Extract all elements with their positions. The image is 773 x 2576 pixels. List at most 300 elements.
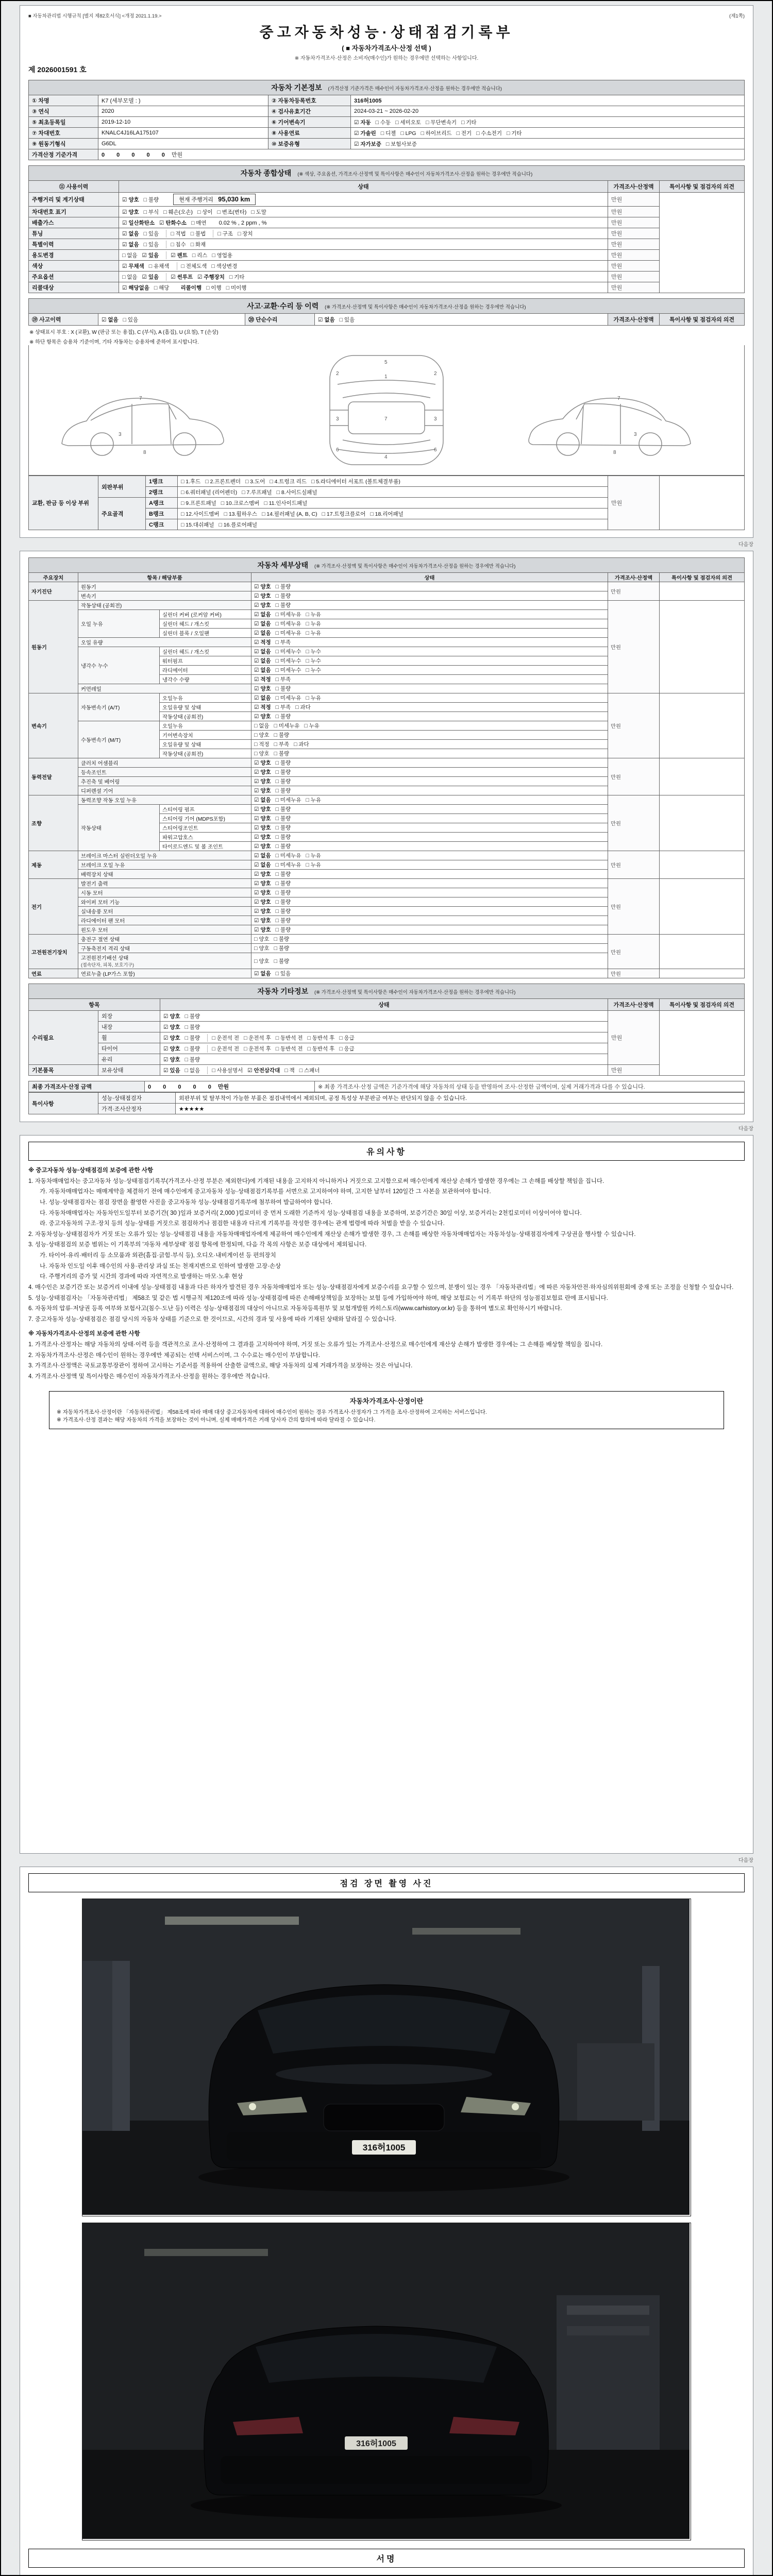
checkbox-option[interactable]: □ 이행 — [206, 284, 222, 291]
checkbox-option[interactable]: □ 15.대쉬패널 — [181, 521, 214, 528]
checkbox-option[interactable]: □ 동반석 전 — [275, 1045, 303, 1052]
status-cell — [251, 777, 608, 786]
checkbox-option[interactable]: □ 영업용 — [212, 252, 233, 259]
device-label: 동력전달 — [29, 758, 78, 795]
checkbox-option[interactable]: □ 화재 — [190, 241, 206, 248]
checkbox-option[interactable]: □ 무단변속기 — [426, 119, 457, 126]
checkbox-option[interactable]: □ 동반석 후 — [307, 1045, 335, 1052]
checkbox-option[interactable]: ☑ 양호 — [254, 927, 271, 933]
document-number: 제 2026001591 호 — [28, 65, 87, 74]
notice-line: ※ 중고자동차 성능·상태점검의 보증에 관한 사항 — [28, 1167, 154, 1174]
panel-number-roof: 7 — [617, 396, 620, 401]
checkbox-option[interactable]: ☑ 없음 — [254, 630, 271, 636]
panel-number-door: 3 — [336, 416, 339, 422]
checkbox-option[interactable]: □ 없음 — [184, 1067, 200, 1074]
checkbox-option[interactable]: □ 미세누수 — [275, 649, 301, 655]
checkbox-option[interactable]: □ 동반석 후 — [307, 1035, 335, 1041]
next-page-caption: 다음장 — [738, 1858, 753, 1863]
rank-row — [29, 476, 745, 487]
item-label: 충전구 절연 상태 — [78, 935, 251, 944]
checkbox-option[interactable]: ☑ 양호 — [163, 1013, 180, 1020]
checkbox-option[interactable]: □ 운전석 후 — [244, 1045, 271, 1052]
checkbox-option[interactable]: ☑ 없음 — [254, 621, 271, 627]
item-label: 연료누출 (LP가스 포함) — [78, 969, 251, 978]
checkbox-option[interactable]: □ 불법 — [190, 230, 206, 237]
special-notes-table — [28, 1092, 745, 1114]
checkbox-option[interactable]: □ 부족 — [275, 676, 291, 683]
checkbox-option[interactable]: □ 불량 — [275, 908, 291, 914]
checkbox-option[interactable]: □ 동반석 전 — [275, 1035, 303, 1041]
checkbox-option[interactable]: □ 누유 — [306, 621, 322, 627]
status-cell — [251, 758, 608, 768]
checkbox-option[interactable]: ☑ 없음 — [254, 658, 271, 664]
checkbox-option[interactable]: ☑ 없음 — [254, 667, 271, 673]
checkbox-option[interactable]: □ 과다 — [295, 704, 311, 710]
checkbox-option[interactable]: □ 디젤 — [380, 130, 396, 137]
status-cell — [251, 721, 608, 731]
checkbox-option[interactable]: ☑ 없음 — [318, 316, 335, 323]
checkbox-option[interactable]: ☑ 양호 — [163, 1024, 180, 1030]
checkbox-option[interactable]: □ 상이 — [197, 209, 213, 215]
checkbox-option[interactable]: ☑ 양호 — [254, 769, 271, 775]
checkbox-option[interactable]: □ 변조(변타) — [217, 209, 247, 215]
checkbox-option[interactable]: □ 불량 — [184, 1045, 200, 1052]
checkbox-option[interactable]: ☑ 양호 — [254, 816, 271, 822]
checkbox-option[interactable]: □ 불량 — [275, 584, 291, 590]
checkbox-option[interactable]: ☑ 양호 — [254, 908, 271, 914]
checkbox-option[interactable]: ☑ 없음 — [254, 862, 271, 868]
checkbox-option[interactable]: □ 사용설명서 — [212, 1067, 243, 1074]
base-price-unit: 만원 — [171, 152, 183, 158]
checkbox-option[interactable]: □ 전기 — [456, 130, 472, 137]
col-opinion: 특이사항 및 점검자의 의견 — [660, 314, 745, 326]
shelf-item — [567, 2306, 649, 2315]
checkbox-option[interactable]: □ 13.휠하우스 — [224, 511, 258, 517]
checkbox-option[interactable]: □ 4.트렁크 리드 — [270, 478, 307, 485]
checkbox-option[interactable]: ☑ 일산화탄소 — [122, 219, 155, 226]
price-cell: 만원 — [608, 758, 660, 795]
row-special-history — [29, 239, 745, 250]
checkbox-option[interactable]: □ 침수 — [171, 241, 186, 248]
checkbox-option[interactable]: ☑ 양호 — [122, 197, 139, 203]
checkbox-option[interactable]: □ 불량 — [275, 927, 291, 933]
checkbox-option[interactable]: ☑ 양호 — [254, 686, 271, 692]
section-detail-state — [28, 557, 745, 572]
next-page-caption: 다음장 — [738, 1126, 753, 1132]
checkbox-option[interactable]: □ 부족 — [275, 639, 291, 646]
checkbox-option[interactable]: □ 불량 — [274, 936, 290, 942]
checkbox-option[interactable]: □ 과다 — [294, 741, 309, 748]
checkbox-option[interactable]: □ 2.프론트펜더 — [205, 478, 241, 485]
checkbox-option[interactable]: □ 불량 — [274, 732, 290, 738]
checkbox-option[interactable]: □ 불량 — [275, 816, 291, 822]
checkbox-option[interactable]: ☑ 양호 — [254, 806, 271, 812]
price-cell: 만원 — [608, 693, 660, 758]
checkbox-option[interactable]: □ 7.루프패널 — [242, 489, 272, 496]
checkbox-option[interactable]: □ 누유 — [306, 612, 322, 618]
checkbox-option[interactable]: □ 누수 — [306, 649, 322, 655]
checkbox-option[interactable]: □ 누유 — [304, 723, 320, 729]
checkbox-option[interactable]: □ 보험사보증 — [385, 141, 417, 147]
checkbox-option[interactable]: ☑ 탄화수소 — [159, 219, 187, 226]
checkbox-option[interactable]: □ 운전석 후 — [244, 1035, 271, 1041]
checkbox-option[interactable]: ☑ 양호 — [254, 843, 271, 850]
checkbox-option[interactable]: □ 있음 — [339, 316, 355, 323]
checkbox-option[interactable]: □ 미세누유 — [275, 695, 301, 701]
checkbox-option[interactable]: □ 미세누수 — [275, 658, 301, 664]
checkbox-option[interactable]: □ 16.플로어패널 — [219, 521, 258, 528]
checkbox-option[interactable]: ☑ 양호 — [254, 825, 271, 831]
checkbox-option[interactable]: □ 11.인사이드패널 — [264, 500, 308, 506]
checkbox-option[interactable]: ☑ 없음 — [102, 316, 119, 323]
checkbox-option[interactable]: ☑ 양호 — [254, 918, 271, 924]
checkbox-option[interactable]: □ 불량 — [275, 899, 291, 905]
item-label: 배력장치 상태 — [78, 870, 251, 879]
fuel-options — [351, 128, 745, 139]
checkbox-option[interactable]: □ 미세누유 — [274, 723, 300, 729]
checkbox-option[interactable]: □ 있음 — [143, 230, 159, 237]
checkbox-option[interactable]: ☑ 양호 — [254, 871, 271, 877]
checkbox-option[interactable]: □ 해당 — [154, 284, 170, 291]
exterior-options — [160, 1011, 608, 1022]
status-cell — [251, 814, 608, 823]
checkbox-option[interactable]: □ 5.라디에이터 서포트 (볼트체결부품) — [311, 478, 400, 485]
checkbox-option[interactable]: □ 있음 — [123, 316, 139, 323]
checkbox-option[interactable]: ☑ 없음 — [254, 797, 271, 803]
checkbox-option[interactable]: □ 불량 — [275, 871, 291, 877]
checkbox-option[interactable]: □ 불량 — [275, 806, 291, 812]
checkbox-option[interactable]: □ 불량 — [275, 890, 291, 896]
section-title: 자동차 기본정보 — [271, 83, 322, 92]
checkbox-option[interactable]: □ 미이행 — [226, 284, 247, 291]
checkbox-option[interactable]: □ 운전석 전 — [212, 1045, 239, 1052]
item-label: 등속조인트 — [78, 768, 251, 777]
inspection-valid-label: ④ 검사유효기간 — [268, 106, 351, 117]
col-price: 가격조사·산정액 — [608, 181, 660, 193]
status-cell — [251, 888, 608, 897]
checkbox-option[interactable]: □ 불량 — [184, 1024, 200, 1030]
checkbox-option[interactable]: ☑ 양호 — [254, 788, 271, 794]
checkbox-option[interactable]: ☑ 없음 — [122, 230, 139, 237]
checkbox-option[interactable]: □ 불량 — [274, 958, 290, 964]
page-note: (제1쪽) — [729, 13, 745, 19]
checkbox-option[interactable]: □ 불량 — [275, 843, 291, 850]
checkbox-option[interactable]: □ 응급 — [339, 1035, 355, 1041]
price-cell: 만원 — [608, 239, 660, 250]
row-exterior — [29, 1011, 745, 1022]
checkbox-option[interactable]: □ 미세누수 — [275, 667, 301, 673]
checkbox-option[interactable]: □ 양호 — [254, 936, 270, 942]
checkbox-option[interactable]: □ 누유 — [306, 862, 322, 868]
front-photo-svg — [82, 1899, 690, 2215]
checkbox-option[interactable]: □ 불량 — [275, 760, 291, 766]
checkbox-option[interactable]: ☑ 있음 — [142, 252, 159, 259]
checkbox-option[interactable]: □ 수동 — [375, 119, 391, 126]
checkbox-option[interactable]: □ 누수 — [306, 667, 322, 673]
final-price-label: 최종 가격조사·산정 금액 — [29, 1081, 145, 1092]
checkbox-option[interactable]: □ 미세누유 — [275, 797, 301, 803]
wheel-label: 휠 — [98, 1032, 160, 1043]
checkbox-option[interactable]: □ 불량 — [275, 880, 291, 887]
page-detail — [20, 551, 753, 1122]
panel-number-sill: 8 — [143, 450, 146, 455]
checkbox-option[interactable]: ☑ 해당없음 — [122, 284, 149, 291]
notice-line: 가. 자동차매매업자는 매매계약을 체결하기 전에 매수인에게 중고자동차 성능·상태점검기록부를 서면으로 고지하여야 하며, 고지한 날부터 120일간 그 사본을 보관하여야 합니다. — [40, 1189, 491, 1195]
checkbox-option[interactable]: ☑ 없음 — [254, 853, 271, 859]
checkbox-option[interactable]: □ 구조 — [217, 230, 233, 237]
lift-post — [112, 1961, 130, 2131]
checkbox-option[interactable]: □ 누유 — [306, 853, 322, 859]
checkbox-option[interactable]: ☑ 양호 — [254, 760, 271, 766]
panel-number-trunk: 4 — [384, 454, 388, 460]
car-name-value: K7 (세부모델 : ) — [98, 95, 268, 106]
checkbox-option[interactable]: □ 부족 — [274, 741, 290, 748]
subitem-label: 워터펌프 — [160, 656, 251, 666]
notice-line: 4. 매수인은 보증기간 또는 보증거리 이내에 성능·상태점검 내용과 다른 하자가 발견된 경우 자동차매매업자 또는 성능·상태점검자에게 보증수리를 요구할 수 있으며, 분쟁이 있는 경우 「자동차관리법」에 따른 자동차안전·하자심의위원회에 중재 또는 조정을 신청할 수 있습니다. — [28, 1284, 734, 1291]
checkbox-option[interactable]: □ 하이브리드 — [421, 130, 452, 137]
checkbox-option[interactable]: ☑ 주행장치 — [197, 274, 225, 280]
special-history-status — [119, 239, 608, 250]
checkbox-option[interactable]: ☑ 자가보증 — [354, 141, 381, 147]
checkbox-option[interactable]: □ 미세누유 — [275, 630, 301, 636]
checkbox-option[interactable]: ☑ 양호 — [254, 714, 271, 720]
panel-number-fender: 2 — [434, 371, 437, 377]
notice-line: 6. 자동차의 압류·저당권 등록 여부와 보험사고(침수·도난 등) 이력은 성능·상태점검의 대상이 아니므로 자동차등록원부 및 보험개발원 카히스토리(www.carhistory.or.kr) 등을 통하여 별도로 확인하시기 바랍니다. — [28, 1306, 562, 1312]
checkbox-option[interactable]: □ 불량 — [275, 788, 291, 794]
checkbox-option[interactable]: □ 불량 — [143, 197, 159, 203]
detail-row — [29, 758, 745, 768]
checkbox-option[interactable]: □ 없음 — [122, 252, 138, 259]
checkbox-option[interactable]: ☑ 양호 — [254, 834, 271, 840]
checkbox-option[interactable]: □ 3.도어 — [245, 478, 265, 485]
opinion-cell — [660, 476, 745, 530]
checkbox-option[interactable]: ☑ 없음 — [254, 612, 271, 618]
checkbox-option[interactable]: □ 없음 — [122, 274, 138, 280]
checkbox-option[interactable]: □ 수소전기 — [476, 130, 502, 137]
price-cell: 만원 — [608, 601, 660, 693]
checkbox-option[interactable]: □ 불량 — [274, 945, 290, 952]
checkbox-option[interactable]: □ 10.크로스멤버 — [221, 500, 260, 506]
checkbox-option[interactable]: □ 누유 — [306, 797, 322, 803]
checkbox-option[interactable]: □ 장치 — [237, 230, 253, 237]
checkbox-option[interactable]: □ 유채색 — [148, 263, 170, 269]
recall-target-options — [122, 285, 174, 291]
checkbox-option[interactable]: ☑ 양호 — [254, 778, 271, 785]
checkbox-option[interactable]: □ 불량 — [275, 769, 291, 775]
notice-line: 나. 성능·상태점검자는 점검 장면을 촬영한 사진을 중고자동차 성능·상태점검기록부에 첨부하여 발급하여야 합니다. — [40, 1199, 333, 1206]
checkbox-option[interactable]: ☑ 양호 — [163, 1056, 180, 1063]
checkbox-option[interactable]: ☑ 양호 — [163, 1035, 180, 1041]
device-label: 전기 — [29, 879, 78, 935]
checkbox-option[interactable]: ☑ 썬루프 — [171, 274, 193, 280]
checkbox-option[interactable]: □ 스패너 — [299, 1067, 320, 1074]
checkbox-option[interactable]: ☑ 양호 — [254, 602, 271, 608]
checkbox-option[interactable]: ☑ 없음 — [254, 971, 271, 977]
checkbox-option[interactable]: □ 누수 — [306, 658, 322, 664]
checkbox-option[interactable]: ☑ 적정 — [254, 676, 271, 683]
inspector-opinion: 외판부위 및 탈부착이 가능한 부품은 점검내역에서 제외되며, 공정 특성상 부분판금 여부는 판단되지 않을 수 있습니다. — [176, 1093, 745, 1104]
checkbox-option[interactable]: □ 기타 — [461, 119, 477, 126]
car-grille — [324, 2104, 444, 2131]
special-history-label: 특별이력 — [29, 239, 119, 250]
car-diagram-svg — [41, 348, 732, 472]
usage-change-status — [119, 250, 608, 261]
checkbox-option[interactable]: □ 양호 — [254, 958, 270, 964]
checkbox-option[interactable]: □ 양호 — [254, 732, 270, 738]
checkbox-option[interactable]: □ 부족 — [275, 704, 291, 710]
transmission-label: ⑥ 기어변속기 — [268, 117, 351, 128]
tuning-kind-options — [213, 230, 257, 238]
row-color — [29, 261, 745, 272]
checkbox-option[interactable]: □ 9.프론트패널 — [181, 500, 216, 506]
item-label: 윈도우 모터 — [78, 925, 251, 935]
checkbox-option[interactable]: □ 세미오토 — [395, 119, 422, 126]
checkbox-option[interactable]: □ 매연 — [191, 219, 207, 226]
checkbox-option[interactable]: □ 불량 — [275, 714, 291, 720]
checkbox-option[interactable]: □ 미세누유 — [275, 862, 301, 868]
col-opinion: 특이사항 및 점검자의 의견 — [660, 999, 745, 1011]
checkbox-option[interactable]: □ 도말 — [251, 209, 266, 215]
status-cell — [251, 969, 608, 978]
section-etc-info — [28, 984, 745, 998]
checkbox-option[interactable]: □ 불량 — [275, 825, 291, 831]
col-price: 가격조사·산정액 — [608, 314, 660, 326]
checkbox-option[interactable]: □ 없음 — [254, 723, 270, 729]
checkbox-option[interactable]: □ 17.트렁크플로어 — [322, 511, 366, 517]
checkbox-option[interactable]: ☑ 없음 — [254, 695, 271, 701]
col-price: 가격조사·산정액 — [608, 999, 660, 1011]
car-side-left-view — [62, 398, 224, 455]
status-cell — [251, 925, 608, 935]
checkbox-option[interactable]: □ 기타 — [506, 130, 522, 137]
checkbox-option[interactable]: ☑ 가솔린 — [354, 130, 376, 137]
checkbox-option[interactable]: □ 불량 — [275, 778, 291, 785]
checkbox-option[interactable]: ☑ 양호 — [122, 209, 139, 215]
subitem-label: 작동상태 (공회전) — [160, 712, 251, 721]
checkbox-option[interactable]: ☑ 무채색 — [122, 263, 144, 269]
next-page-caption: 다음장 — [738, 542, 753, 548]
checkbox-option[interactable]: □ 미세누유 — [275, 621, 301, 627]
glass-options — [160, 1054, 608, 1065]
checkbox-option[interactable]: ☑ 렌트 — [171, 252, 188, 259]
checkbox-option[interactable]: ☑ 적정 — [254, 639, 271, 646]
row-basic-items — [29, 1065, 745, 1076]
item-label: 클러치 어셈블리 — [78, 758, 251, 768]
subitem-label: 기어변속장치 — [160, 731, 251, 740]
checkbox-option[interactable]: □ 불량 — [274, 751, 290, 757]
checkbox-option[interactable]: ☑ 양호 — [254, 593, 271, 599]
checkbox-option[interactable]: ☑ 있음 — [163, 1067, 180, 1074]
row-tuning — [29, 228, 745, 239]
detail-table-body — [29, 582, 745, 978]
subitem-label: 파워고압호스 — [160, 833, 251, 842]
checkbox-option[interactable]: □ 양호 — [254, 945, 270, 952]
checkbox-option[interactable]: □ 불량 — [275, 602, 291, 608]
device-label: 제동 — [29, 851, 78, 879]
status-cell — [251, 731, 608, 740]
checkbox-option[interactable]: □ 불량 — [184, 1013, 200, 1020]
final-price-digits: 0 0 0 0 0 — [148, 1084, 216, 1090]
checkbox-option[interactable]: ☑ 양호 — [254, 890, 271, 896]
checkbox-option[interactable]: □ 불량 — [275, 593, 291, 599]
license-plate-text: 316허1005 — [356, 2439, 396, 2448]
checkbox-option[interactable]: □ 양호 — [254, 751, 270, 757]
checkbox-option[interactable]: ☑ 양호 — [254, 899, 271, 905]
checkbox-option[interactable]: □ 응급 — [339, 1045, 355, 1052]
table-row — [29, 95, 745, 106]
checkbox-option[interactable]: ☑ 양호 — [163, 1045, 180, 1052]
checkbox-option[interactable]: □ 불량 — [275, 686, 291, 692]
checkbox-option[interactable]: □ 전체도색 — [181, 263, 207, 269]
checkbox-option[interactable]: ☑ 없음 — [254, 649, 271, 655]
main-option-kinds — [166, 273, 249, 281]
device-label: 변속기 — [29, 693, 78, 758]
checkbox-option[interactable]: ☑ 자동 — [354, 119, 371, 126]
checkbox-option[interactable]: □ 1.후드 — [181, 478, 201, 485]
row-usage-change — [29, 250, 745, 261]
checkbox-option[interactable]: □ 있음 — [143, 241, 159, 248]
hood-reflection — [276, 2064, 492, 2084]
checkbox-option[interactable]: □ 미세누유 — [275, 612, 301, 618]
checkbox-option[interactable]: □ 적법 — [171, 230, 186, 237]
checkbox-option[interactable]: □ 색상변경 — [211, 263, 238, 269]
checkbox-option[interactable]: □ 불량 — [275, 834, 291, 840]
checkbox-option[interactable]: □ 리스 — [192, 252, 208, 259]
detail-row — [29, 582, 745, 591]
checkbox-option[interactable]: □ 부식 — [143, 209, 159, 215]
checkbox-option[interactable]: □ 미세누유 — [275, 853, 301, 859]
opinion-cell — [660, 601, 745, 693]
usage-change-options — [122, 252, 163, 259]
checkbox-option[interactable]: ☑ 양호 — [254, 880, 271, 887]
checkbox-option[interactable]: □ 18.리어패널 — [370, 511, 404, 517]
checkbox-option[interactable]: □ 6.쿼터패널 (리어펜더) — [181, 489, 238, 496]
table-header-row — [29, 999, 745, 1011]
checkbox-option[interactable]: □ 14.필러패널 (A, B, C) — [262, 511, 317, 517]
checkbox-option[interactable]: □ 훼손(오손) — [163, 209, 193, 215]
checkbox-option[interactable]: □ LPG — [400, 130, 416, 137]
checkbox-option[interactable]: □ 8.사이드실패널 — [276, 489, 317, 496]
status-cell — [251, 647, 608, 656]
wheel-status — [160, 1032, 608, 1043]
checkbox-option[interactable]: □ 적정 — [254, 741, 270, 748]
subitem-label: 실린더 헤드 / 개스킷 — [160, 619, 251, 629]
checkbox-option[interactable]: □ 기타 — [229, 274, 245, 280]
notice-line: 2. 자동차가격조사·산정은 매수인이 원하는 경우에만 제공되는 선택 서비스이며, 그 수수료는 매수인이 부담합니다. — [28, 1352, 320, 1359]
basic-item-kinds — [207, 1066, 324, 1074]
ceiling-light — [144, 2249, 268, 2256]
checkbox-option[interactable]: □ 누유 — [306, 695, 322, 701]
price-cell: 만원 — [608, 795, 660, 851]
checkbox-option[interactable]: □ 12.사이드멤버 — [181, 511, 220, 517]
checkbox-option[interactable]: □ 불량 — [275, 918, 291, 924]
opinion-cell — [660, 969, 745, 978]
checkbox-option[interactable]: ☑ 양호 — [254, 584, 271, 590]
checkbox-option[interactable]: □ 불량 — [184, 1035, 200, 1041]
checkbox-option[interactable]: □ 운전석 전 — [212, 1035, 239, 1041]
checkbox-option[interactable]: □ 불량 — [184, 1056, 200, 1063]
checkbox-option[interactable]: ☑ 적정 — [254, 704, 271, 710]
checkbox-option[interactable]: ☑ 안전삼각대 — [247, 1067, 280, 1074]
final-price-table — [28, 1081, 745, 1092]
notice-line: 1. 가격조사·산정자는 해당 자동차의 상태·이력 등을 객관적으로 조사·산정하여 그 결과를 고지하여야 하며, 거짓 또는 오류가 있는 가격조사·산정으로 매수인에게 재산상 손해가 발생한 경우에는 그 손해를 배상할 책임을 집니다. — [28, 1342, 603, 1348]
checkbox-option[interactable]: □ 누유 — [306, 630, 322, 636]
subitem-label: 스티어링조인트 — [160, 823, 251, 833]
checkbox-option[interactable]: ☑ 없음 — [122, 241, 139, 248]
checkbox-option[interactable]: ☑ 있음 — [142, 274, 159, 280]
checkbox-option[interactable]: □ 있음 — [275, 971, 291, 977]
checkbox-option[interactable]: □ 잭 — [284, 1067, 295, 1074]
